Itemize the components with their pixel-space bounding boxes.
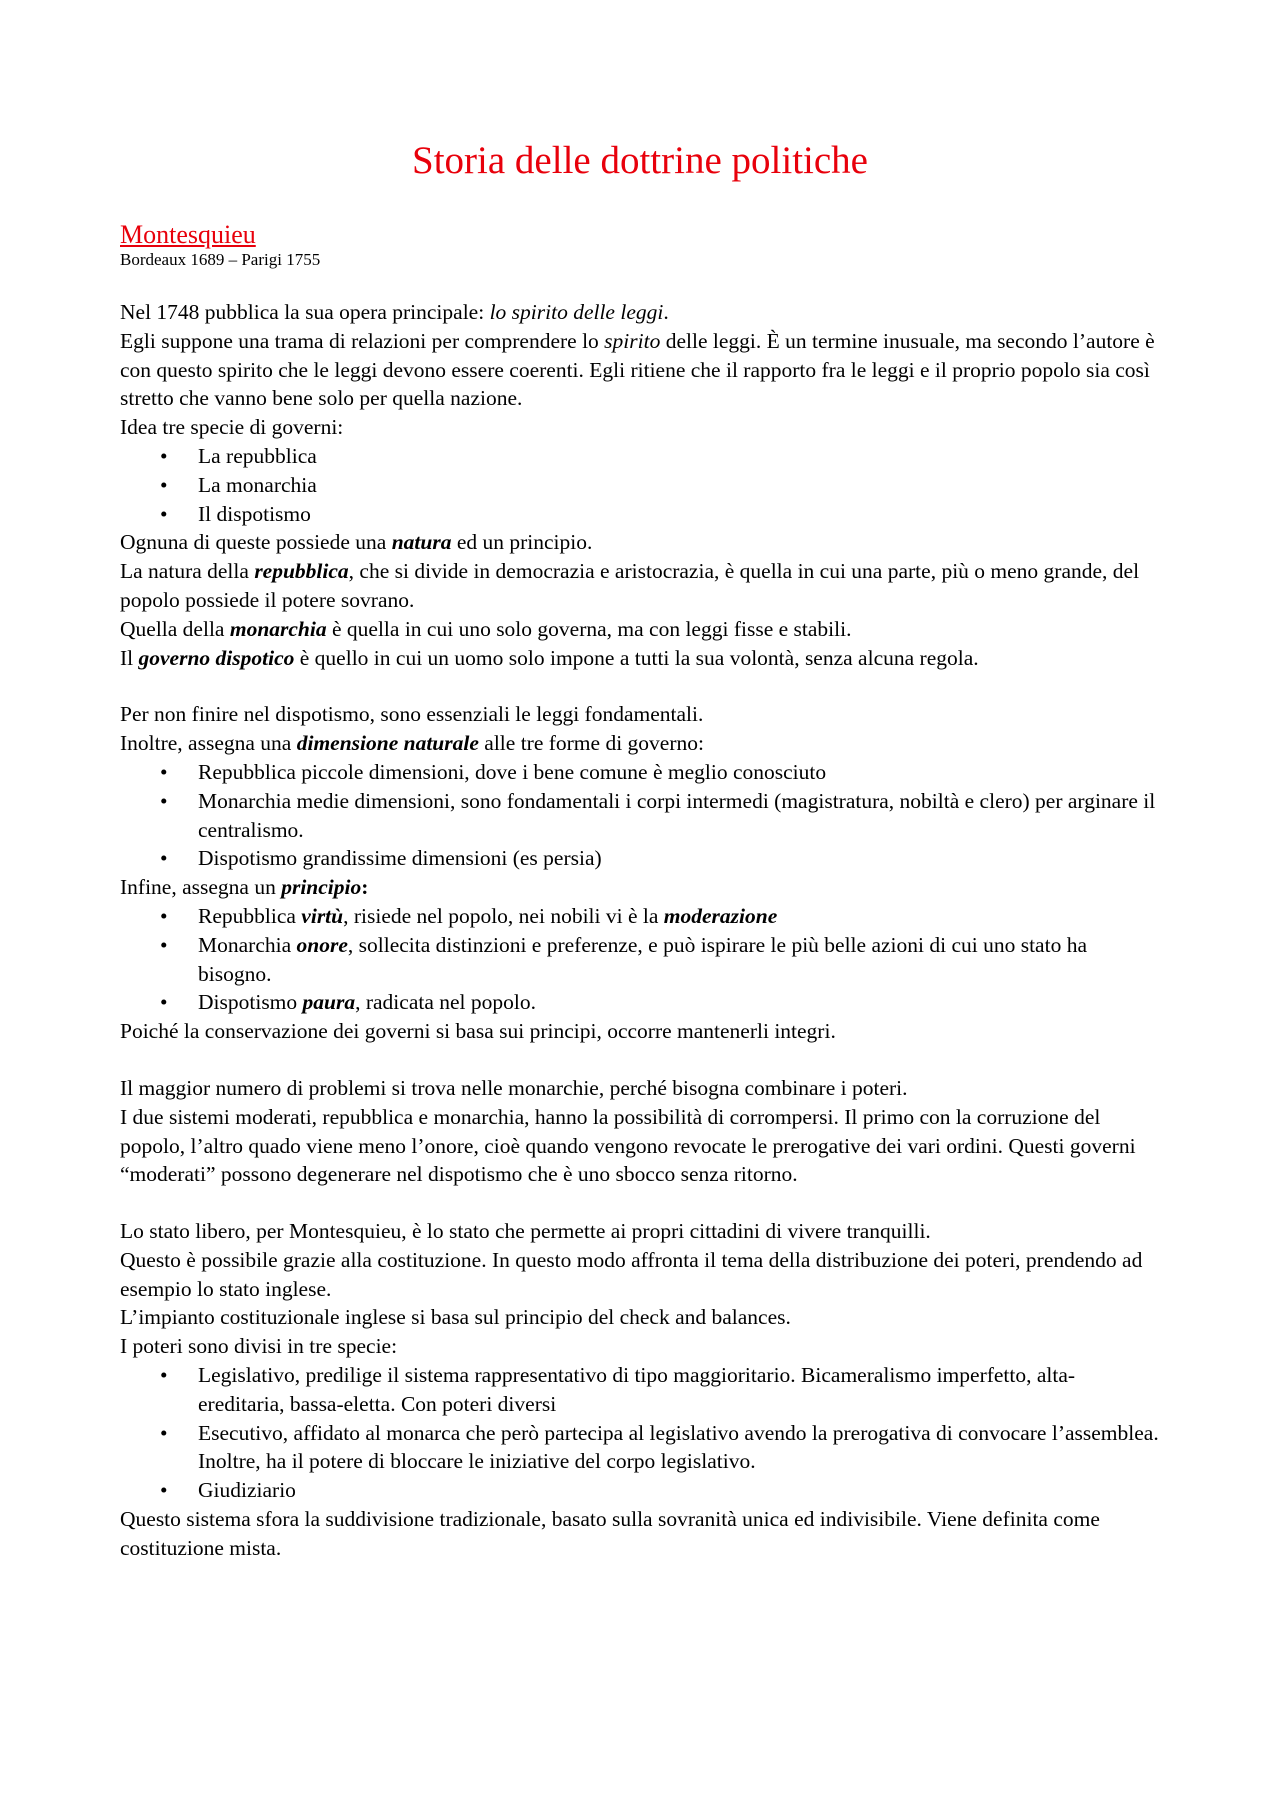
paragraph-monarchia: Quella della monarchia è quella in cui uno solo governa, ma con leggi fisse e stabili. xyxy=(120,616,852,641)
paragraph-governi-intro: Idea tre specie di governi: xyxy=(120,415,344,440)
paragraph-spirito: Egli suppone una trama di relazioni per comprendere lo spirito delle leggi. È un termine inusuale, ma secondo l’autore è con questo spirito che le leggi devono essere coerenti. Egli ritiene che il rapporto fra le leggi e il proprio popolo sia così stretto che vanno bene solo per quella nazione. xyxy=(120,328,1155,411)
spacer xyxy=(120,672,1160,700)
list-item: • La monarchia xyxy=(160,472,317,497)
paragraph-problemi: Il maggior numero di problemi si trova nelle monarchie, perché bisogna combinare i poteri. xyxy=(120,1075,908,1100)
paragraph-corruzione: I due sistemi moderati, repubblica e monarchia, hanno la possibilità di corrompersi. Il primo con la corruzione del popolo, l’altro quado viene meno l’onore, cioè quando vengono revocate le prerogative dei vari ordini. Questi governi “moderati” possono degenerare nel dispotismo che è uno sbocco senza ritorno. xyxy=(120,1104,1136,1187)
author-heading: Montesquieu xyxy=(120,219,256,249)
paragraph-poteri-intro: I poteri sono divisi in tre specie: xyxy=(120,1334,398,1359)
paragraph-leggi-fondamentali: Per non finire nel dispotismo, sono essenziali le leggi fondamentali. xyxy=(120,702,704,727)
paragraph-natura: Ognuna di queste possiede una natura ed un principio. xyxy=(120,530,593,555)
list-item: • Giudiziario xyxy=(160,1478,296,1503)
list-item: • Il dispotismo xyxy=(160,501,311,526)
list-item: • Monarchia medie dimensioni, sono fondamentali i corpi intermedi (magistratura, nobiltà e clero) per arginare il centralismo. xyxy=(160,788,1156,842)
paragraph-dimensione: Inoltre, assegna una dimensione naturale alle tre forme di governo: xyxy=(120,731,704,756)
paragraph-conservazione: Poiché la conservazione dei governi si basa sui principi, occorre mantenerli integri. xyxy=(120,1019,836,1044)
paragraph-stato-libero: Lo stato libero, per Montesquieu, è lo stato che permette ai propri cittadini di vivere tranquilli. xyxy=(120,1219,931,1244)
paragraph-costituzione-mista: Questo sistema sfora la suddivisione tradizionale, basato sulla sovranità unica ed indivisibile. Viene definita come costituzione mista. xyxy=(120,1507,1100,1560)
list-item: • Dispotismo paura, radicata nel popolo. xyxy=(160,990,537,1015)
paragraph-repubblica: La natura della repubblica, che si divide in democrazia e aristocrazia, è quella in cui una parte, più o meno grande, del popolo possiede il potere sovrano. xyxy=(120,559,1140,612)
list-item: • Repubblica virtù, risiede nel popolo, nei nobili vi è la moderazione xyxy=(160,903,778,928)
list-governi xyxy=(120,442,1160,528)
document-title: Storia delle dottrine politiche xyxy=(412,139,868,182)
list-item: • Legislativo, predilige il sistema rappresentativo di tipo maggioritario. Bicameralismo imperfetto, alta-ereditaria, bassa-eletta. Con poteri diversi xyxy=(160,1363,1076,1416)
list-item: • Monarchia onore, sollecita distinzioni e preferenze, e può ispirare le più belle azioni di cui uno stato ha bisogno. xyxy=(160,932,1087,986)
paragraph-costituzione: Questo è possibile grazie alla costituzione. In questo modo affronta il tema della distribuzione dei poteri, prendendo ad esempio lo stato inglese. xyxy=(120,1247,1143,1301)
list-poteri xyxy=(120,1361,1160,1505)
paragraph-opera: Nel 1748 pubblica la sua opera principale: lo spirito delle leggi. xyxy=(120,299,669,324)
document-page xyxy=(120,140,1160,1563)
list-item: • La repubblica xyxy=(160,443,317,468)
spacer xyxy=(120,1046,1160,1074)
paragraph-principio: Infine, assegna un principio: xyxy=(120,875,369,900)
spacer xyxy=(120,1189,1160,1217)
paragraph-dispotico: Il governo dispotico è quello in cui un uomo solo impone a tutti la sua volontà, senza alcuna regola. xyxy=(120,645,979,670)
author-dates: Bordeaux 1689 – Parigi 1755 xyxy=(120,250,321,270)
list-principi xyxy=(120,902,1160,1017)
list-item: • Dispotismo grandissime dimensioni (es persia) xyxy=(160,846,602,871)
list-dimensioni xyxy=(120,758,1160,873)
paragraph-check-balances: L’impianto costituzionale inglese si basa sul principio del check and balances. xyxy=(120,1305,791,1330)
list-item: • Esecutivo, affidato al monarca che però partecipa al legislativo avendo la prerogativa di convocare l’assemblea. Inoltre, ha il potere di bloccare le iniziative del corpo legislativo. xyxy=(160,1420,1159,1474)
list-item: • Repubblica piccole dimensioni, dove i bene comune è meglio conosciuto xyxy=(160,759,827,784)
